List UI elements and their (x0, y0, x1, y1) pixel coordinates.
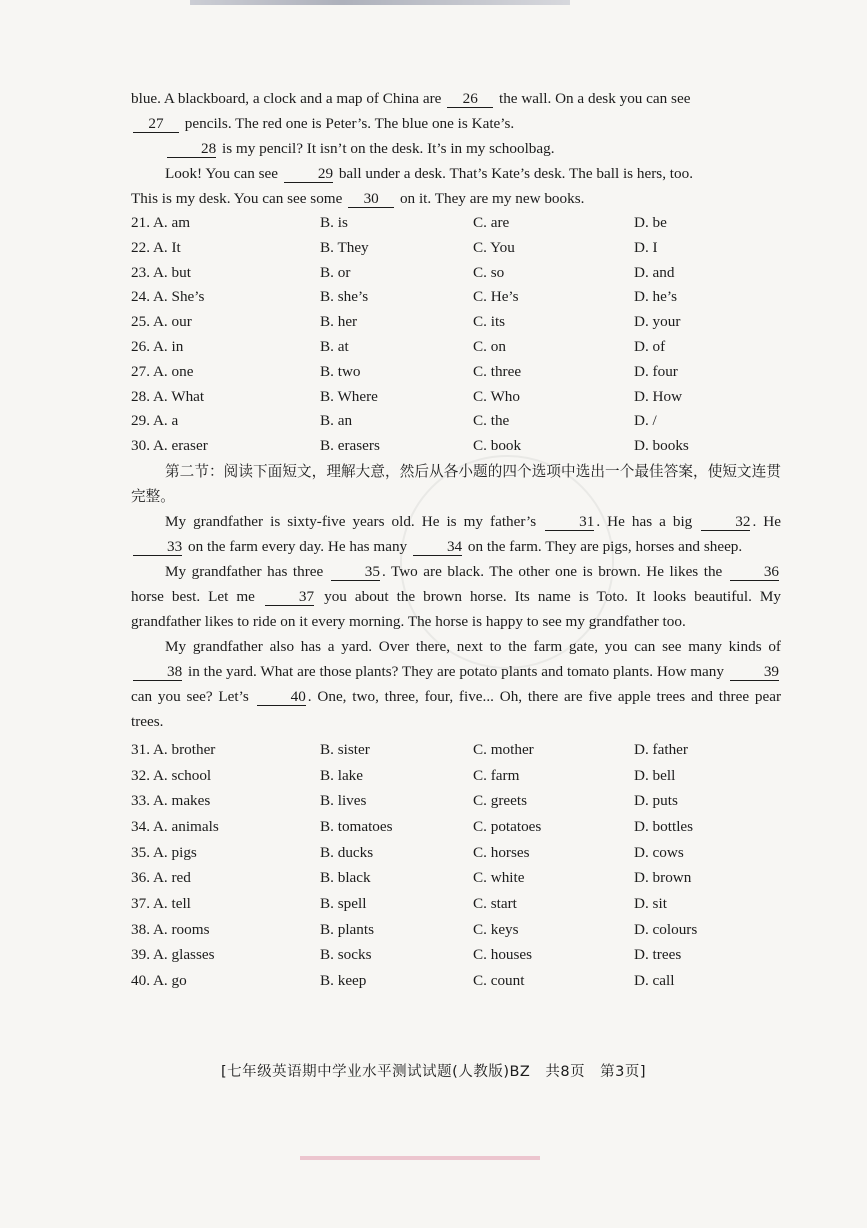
option-d[interactable]: D. books (634, 437, 689, 455)
option-c[interactable]: C. on (473, 337, 506, 355)
option-d[interactable]: D. father (634, 740, 688, 758)
option-b[interactable]: B. sister (320, 740, 370, 758)
option-c[interactable]: C. book (473, 437, 522, 455)
blank-37[interactable]: 37 (265, 589, 314, 606)
option-d[interactable]: D. I (634, 238, 658, 256)
question-row-26 (131, 335, 781, 360)
option-b[interactable]: B. she’s (320, 288, 369, 306)
option-c[interactable]: C. greets (473, 792, 527, 810)
question-row-25 (131, 310, 781, 335)
blank-30[interactable]: 30 (348, 191, 394, 208)
passage1-line: blue. A blackboard, a clock and a map of China are 26 the wall. On a desk you can see (131, 90, 691, 107)
option-c[interactable]: C. horses (473, 843, 530, 861)
option-a[interactable]: 38. A. rooms (131, 920, 210, 938)
option-c[interactable]: C. You (473, 238, 515, 256)
question-row-30 (131, 434, 781, 459)
option-a[interactable]: 29. A. a (131, 412, 179, 430)
option-a[interactable]: 25. A. our (131, 313, 192, 331)
option-d[interactable]: D. brown (634, 869, 692, 887)
options-21-30 (131, 211, 781, 459)
blank-35[interactable]: 35 (331, 564, 380, 581)
option-c[interactable]: C. the (473, 412, 510, 430)
option-a[interactable]: 34. A. animals (131, 818, 219, 836)
option-b[interactable]: B. lake (320, 766, 364, 784)
option-d[interactable]: D. colours (634, 920, 698, 938)
option-b[interactable]: B. lives (320, 792, 367, 810)
option-a[interactable]: 32. A. school (131, 766, 212, 784)
option-c[interactable]: C. potatoes (473, 818, 542, 836)
option-b[interactable]: B. ducks (320, 843, 374, 861)
blank-28[interactable]: 28 (167, 141, 216, 158)
options-31-40 (131, 737, 781, 994)
blank-29[interactable]: 29 (284, 166, 333, 183)
question-row-28 (131, 385, 781, 410)
option-a[interactable]: 33. A. makes (131, 792, 211, 810)
question-row-34 (131, 814, 781, 840)
option-b[interactable]: B. an (320, 412, 353, 430)
option-b[interactable]: B. two (320, 362, 361, 380)
scan-edge-top (190, 0, 570, 5)
blank-32[interactable]: 32 (701, 514, 750, 531)
passage2-paragraph-3: My grandfather also has a yard. Over there, next to the farm gate, you can see many kinds of 38 in the yard. What are those plants? They are potato plants and tomato plants. How many 39 can you see? Let’s 40 . One, two, three, four, five... Oh, there are five apple trees and three pear trees. (131, 637, 782, 730)
option-c[interactable]: C. so (473, 263, 505, 281)
passage1-line: Look! You can see 29 ball under a desk. That’s Kate’s desk. The ball is hers, too. (165, 165, 693, 182)
question-row-35 (131, 840, 781, 866)
passage1-line: This is my desk. You can see some 30 on it. They are my new books. (131, 190, 585, 207)
option-c[interactable]: C. mother (473, 740, 534, 758)
option-d[interactable]: D. and (634, 263, 675, 281)
option-c[interactable]: C. He’s (473, 288, 519, 306)
option-d[interactable]: D. of (634, 337, 666, 355)
question-row-31 (131, 737, 781, 763)
page-footer: [七年级英语期中学业水平测试试题(人教版)BZ 共8页 第3页] (221, 1064, 646, 1080)
option-a[interactable]: 27. A. one (131, 362, 194, 380)
passage2-paragraph-1: My grandfather is sixty-five years old. He is my father’s 31 . He has a big 32 . He 33 on the farm every day. He has many 34 on the farm. They are pigs, horses and sheep. (131, 509, 781, 559)
question-row-39 (131, 942, 781, 968)
option-d[interactable]: D. bottles (634, 818, 694, 836)
option-d[interactable]: D. call (634, 972, 675, 990)
exam-page (131, 86, 781, 994)
option-d[interactable]: D. be (634, 214, 667, 231)
option-c[interactable]: C. start (473, 895, 517, 913)
question-row-37 (131, 891, 781, 917)
option-b[interactable]: B. They (320, 238, 369, 256)
option-b[interactable]: B. black (320, 869, 371, 887)
option-d[interactable]: D. trees (634, 946, 682, 964)
blank-38[interactable]: 38 (133, 664, 182, 681)
option-a[interactable]: 31. A. brother (131, 740, 216, 758)
passage1-line: 27 pencils. The red one is Peter’s. The blue one is Kate’s. (131, 111, 781, 136)
option-d[interactable]: D. sit (634, 895, 667, 913)
option-c[interactable]: C. white (473, 869, 525, 887)
option-b[interactable]: B. Where (320, 387, 378, 405)
option-c[interactable]: C. are (473, 214, 510, 231)
blank-34[interactable]: 34 (413, 539, 462, 556)
option-b[interactable]: B. at (320, 337, 349, 355)
question-row-22 (131, 236, 781, 261)
question-row-27 (131, 360, 781, 385)
option-b[interactable]: B. is (320, 214, 348, 231)
option-b[interactable]: B. keep (320, 972, 367, 990)
option-a[interactable]: 40. A. go (131, 972, 187, 990)
option-a[interactable]: 30. A. eraser (131, 437, 208, 455)
scan-edge-bottom (300, 1156, 540, 1160)
option-b[interactable]: B. spell (320, 895, 367, 913)
blank-26[interactable]: 26 (447, 91, 493, 108)
option-d[interactable]: D. your (634, 313, 681, 331)
option-d[interactable]: D. / (634, 412, 657, 430)
passage1-line: 28 is my pencil? It isn’t on the desk. It’s in my schoolbag. (131, 136, 781, 161)
question-row-23 (131, 261, 781, 286)
option-d[interactable]: D. cows (634, 843, 684, 861)
option-d[interactable]: D. puts (634, 792, 678, 810)
option-c[interactable]: C. Who (473, 387, 520, 405)
option-a[interactable]: 39. A. glasses (131, 946, 215, 964)
question-row-40 (131, 968, 781, 994)
option-a[interactable]: 22. A. It (131, 238, 181, 256)
option-a[interactable]: 37. A. tell (131, 895, 191, 913)
option-b[interactable]: B. erasers (320, 437, 380, 455)
option-a[interactable]: 36. A. red (131, 869, 191, 887)
blank-36[interactable]: 36 (730, 564, 779, 581)
option-c[interactable]: C. keys (473, 920, 519, 938)
option-c[interactable]: C. farm (473, 766, 520, 784)
question-row-24 (131, 285, 781, 310)
option-a[interactable]: 21. A. am (131, 214, 191, 231)
option-b[interactable]: B. plants (320, 920, 375, 938)
option-c[interactable]: C. houses (473, 946, 533, 964)
blank-39[interactable]: 39 (730, 664, 779, 681)
blank-40[interactable]: 40 (257, 689, 306, 706)
option-c[interactable]: C. three (473, 362, 522, 380)
option-b[interactable]: B. or (320, 263, 351, 281)
question-row-29 (131, 409, 781, 434)
option-d[interactable]: D. he’s (634, 288, 678, 306)
passage2-paragraph-2: My grandfather has three 35 . Two are black. The other one is brown. He likes the 36 horse best. Let me 37 you about the brown horse. Its name is Toto. It looks beautiful. My grandfather likes to ride on it every morning. The horse is happy to see my grandfather too. (131, 562, 781, 630)
option-d[interactable]: D. four (634, 362, 678, 380)
option-b[interactable]: B. her (320, 313, 358, 331)
question-row-36 (131, 865, 781, 891)
question-row-32 (131, 763, 781, 789)
blank-31[interactable]: 31 (545, 514, 594, 531)
option-a[interactable]: 23. A. but (131, 263, 191, 281)
section-2-instructions: 第二节：阅读下面短文，理解大意，然后从各小题的四个选项中选出一个最佳答案，使短文连贯完整。 (131, 462, 781, 505)
option-d[interactable]: D. How (634, 387, 683, 405)
option-d[interactable]: D. bell (634, 766, 676, 784)
option-a[interactable]: 28. A. What (131, 387, 205, 405)
option-a[interactable]: 26. A. in (131, 337, 184, 355)
option-b[interactable]: B. tomatoes (320, 818, 393, 836)
option-a[interactable]: 24. A. She’s (131, 288, 205, 306)
blank-33[interactable]: 33 (133, 539, 182, 556)
option-c[interactable]: C. its (473, 313, 506, 331)
blank-27[interactable]: 27 (133, 116, 179, 133)
option-c[interactable]: C. count (473, 972, 525, 990)
question-row-38 (131, 917, 781, 943)
question-row-33 (131, 788, 781, 814)
option-b[interactable]: B. socks (320, 946, 372, 964)
option-a[interactable]: 35. A. pigs (131, 843, 197, 861)
question-row-21 (131, 211, 781, 236)
